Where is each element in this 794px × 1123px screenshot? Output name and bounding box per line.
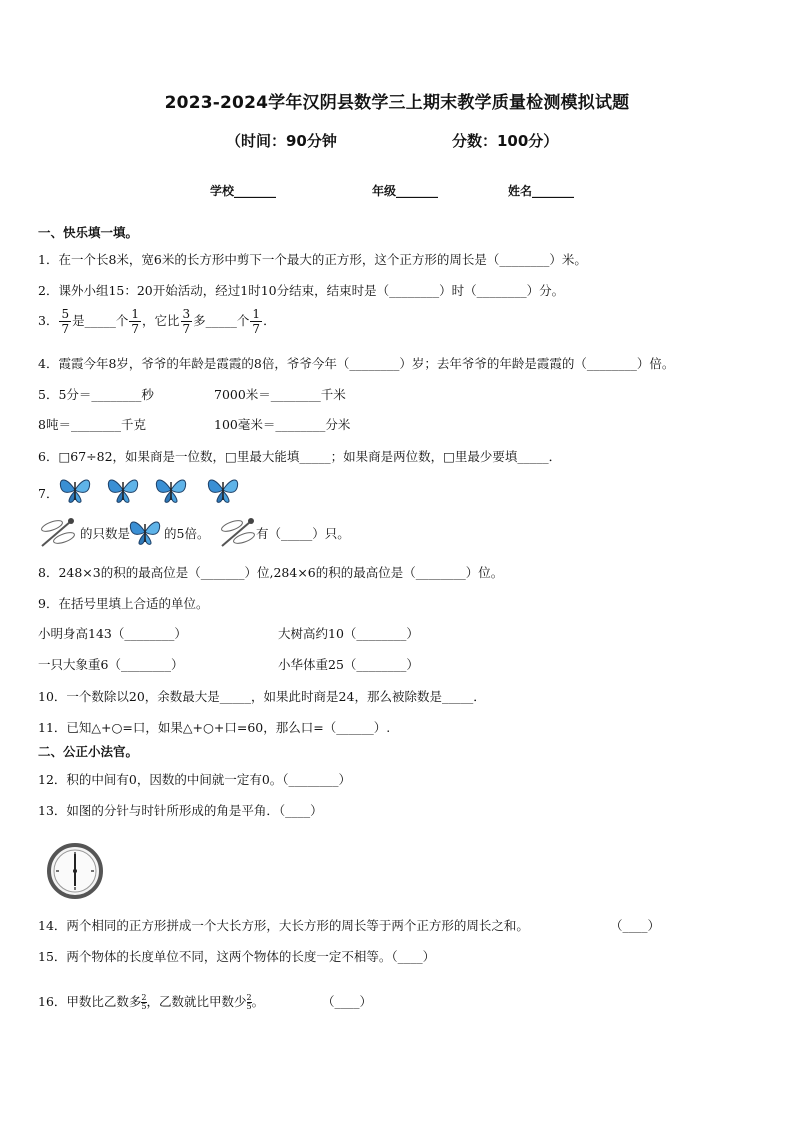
question-3: 3． $\frac{5}{7}$ 是_____个 $\frac{1}{7}$ ，它比 $\frac{3}{7}$ 多_____个 $\frac{1}{7}$ ． bbox=[38, 307, 276, 336]
name-field[interactable]: 姓名_______ bbox=[508, 184, 575, 198]
q7-text-1: 的只数是 bbox=[80, 526, 131, 541]
fraction: $\frac{1}{7}$ bbox=[131, 307, 139, 336]
grade-field[interactable]: 年级_______ bbox=[372, 184, 439, 198]
butterfly-group bbox=[58, 474, 258, 508]
butterfly-icon bbox=[156, 480, 185, 502]
question-5d: 100毫米＝________分米 bbox=[214, 417, 351, 432]
section-heading-1: 一、快乐填一填。 bbox=[38, 225, 139, 240]
question-9a: 小明身高143（________） bbox=[38, 626, 187, 641]
question-6: 6．□67÷82，如果商是一位数，□里最大能填_____；如果商是两位数，□里最少要填_____． bbox=[38, 449, 562, 464]
fraction: $\frac{1}{7}$ bbox=[252, 307, 261, 336]
q14-blank[interactable]: （____） bbox=[610, 918, 661, 933]
question-1: 1．在一个长8米，宽6米的长方形中剪下一个最大的正方形，这个正方形的周长是（________）米。 bbox=[38, 252, 587, 267]
butterfly-icon bbox=[60, 480, 89, 502]
section-heading-2: 二、公正小法官。 bbox=[38, 744, 139, 759]
fraction: $\frac{3}{7}$ bbox=[182, 307, 191, 336]
butterfly-icon bbox=[208, 480, 237, 502]
question-9d: 小华体重25（________） bbox=[278, 657, 419, 672]
question-9: 9．在括号里填上合适的单位。 bbox=[38, 596, 209, 611]
fraction: $\frac{5}{7}$ bbox=[61, 307, 70, 336]
exam-title: 2023-2024学年汉阴县数学三上期末教学质量检测模拟试题 bbox=[164, 93, 630, 113]
question-13: 13．如图的分针与时针所形成的角是平角．（____） bbox=[38, 803, 323, 818]
question-14: 14．两个相同的正方形拼成一个大长方形，大长方形的周长等于两个正方形的周长之和。 bbox=[38, 918, 529, 933]
question-16: 16．甲数比乙数多 $\frac{2}{5}$ ，乙数就比甲数少 $\frac{2}{5}$ 。 bbox=[38, 993, 265, 1011]
question-2: 2．课外小组15：20开始活动，经过1时10分结束，结束时是（________）时（________）分。 bbox=[38, 283, 565, 298]
butterfly-icon bbox=[108, 480, 137, 502]
question-11: 11．已知△+○=口，如果△+○+口=60，那么口=（______）. bbox=[38, 720, 391, 735]
q3-number: 3． bbox=[38, 313, 59, 328]
school-field[interactable]: 学校_______ bbox=[210, 184, 277, 198]
q7-text-2: 的5倍。 bbox=[164, 526, 210, 541]
fraction: $\frac{2}{5}$ bbox=[246, 993, 252, 1011]
butterfly-icon bbox=[128, 516, 164, 548]
clock-icon bbox=[46, 842, 104, 900]
score-label: 分数：100分） bbox=[452, 132, 559, 150]
question-5b: 7000米＝________千米 bbox=[214, 387, 346, 402]
question-4: 4．霞霞今年8岁，爷爷的年龄是霞霞的8倍，爷爷今年（________）岁；去年爷爷的年龄是霞霞的（________）倍。 bbox=[38, 356, 675, 371]
time-label: （时间：90分钟 bbox=[226, 132, 337, 150]
question-9b: 大树高约10（________） bbox=[278, 626, 419, 641]
question-9c: 一只大象重6（________） bbox=[38, 657, 184, 672]
q7-text-3: 有（_____）只。 bbox=[256, 526, 350, 541]
dragonfly-icon bbox=[38, 516, 78, 550]
question-8: 8．248×3的积的最高位是（_______）位,284×6的积的最高位是（________）位。 bbox=[38, 565, 504, 580]
question-10: 10．一个数除以20，余数最大是_____，如果此时商是24，那么被除数是_____． bbox=[38, 689, 486, 704]
question-15: 15．两个物体的长度单位不同，这两个物体的长度一定不相等。（____） bbox=[38, 949, 436, 964]
q16-blank[interactable]: （____） bbox=[322, 994, 373, 1009]
dragonfly-icon bbox=[218, 516, 258, 550]
q7-number: 7． bbox=[38, 486, 59, 501]
fraction: $\frac{2}{5}$ bbox=[141, 993, 147, 1011]
question-5a: 5．5分＝________秒 bbox=[38, 387, 154, 402]
question-5c: 8吨＝________千克 bbox=[38, 417, 146, 432]
question-12: 12．积的中间有0，因数的中间就一定有0。（________） bbox=[38, 772, 352, 787]
